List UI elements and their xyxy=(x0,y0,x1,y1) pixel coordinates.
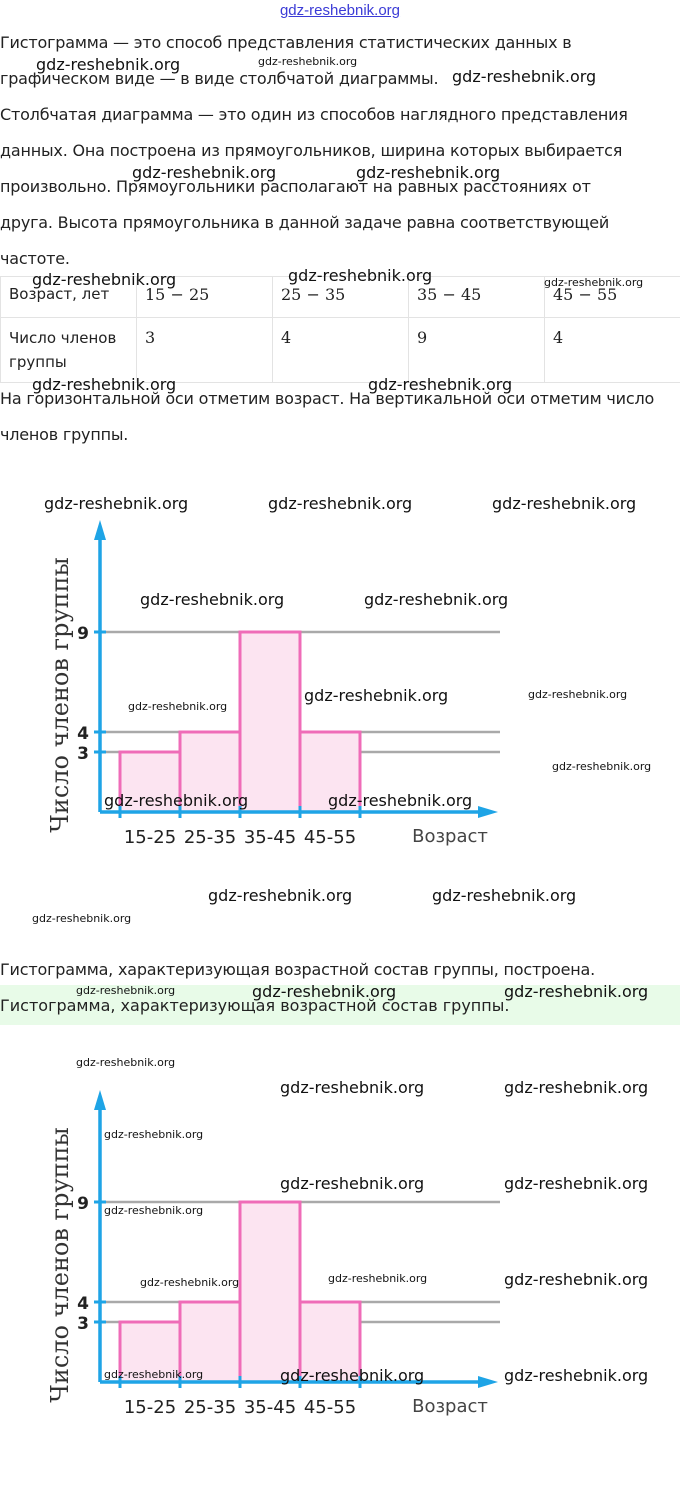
x-tick-label: 25-35 xyxy=(183,827,237,848)
watermark: gdz-reshebnik.org xyxy=(36,55,181,74)
intro-line-5: произвольно. Прямоугольники располагают на равных расстояниях от xyxy=(0,177,591,196)
watermark: gdz-reshebnik.org xyxy=(328,1272,428,1285)
table-cell: 3 xyxy=(137,318,273,383)
x-axis-arrow xyxy=(478,806,498,818)
watermark: gdz-reshebnik.org xyxy=(104,791,249,810)
table-row-label: Возраст, лет xyxy=(1,277,137,318)
intro-line-3: Столбчатая диаграмма — это один из способов наглядного представления xyxy=(0,105,628,124)
watermark: gdz-reshebnik.org xyxy=(140,590,285,609)
y-tick-label: 9 xyxy=(77,1194,89,1214)
watermark: gdz-reshebnik.org xyxy=(552,760,652,773)
x-tick-label: 35-45 xyxy=(243,827,297,848)
watermark: gdz-reshebnik.org xyxy=(492,494,637,513)
watermark: gdz-reshebnik.org xyxy=(304,686,449,705)
watermark: gdz-reshebnik.org xyxy=(528,688,628,701)
watermark: gdz-reshebnik.org xyxy=(32,270,177,289)
watermark: gdz-reshebnik.org xyxy=(504,1366,649,1385)
watermark: gdz-reshebnik.org xyxy=(432,886,577,905)
x-tick-label: 35-45 xyxy=(243,1397,297,1418)
table-cell: 4 xyxy=(273,318,409,383)
watermark: gdz-reshebnik.org xyxy=(280,1078,425,1097)
watermark: gdz-reshebnik.org xyxy=(252,982,397,1001)
watermark: gdz-reshebnik.org xyxy=(44,494,189,513)
intro-line-1: Гистограмма — это способ представления статистических данных в xyxy=(0,33,572,52)
table-cell: 15 − 25 xyxy=(137,277,273,318)
y-axis-arrow xyxy=(94,520,106,540)
y-tick-label: 3 xyxy=(77,1314,89,1334)
watermark: gdz-reshebnik.org xyxy=(128,700,228,713)
watermark: gdz-reshebnik.org xyxy=(76,984,176,997)
watermark: gdz-reshebnik.org xyxy=(504,1270,649,1289)
watermark: gdz-reshebnik.org xyxy=(504,982,649,1001)
answer-text: Гистограмма, характеризующая возрастной состав группы. xyxy=(0,996,510,1015)
watermark: gdz-reshebnik.org xyxy=(364,590,509,609)
watermark: gdz-reshebnik.org xyxy=(208,886,353,905)
watermark: gdz-reshebnik.org xyxy=(544,276,644,289)
watermark: gdz-reshebnik.org xyxy=(504,1078,649,1097)
watermark: gdz-reshebnik.org xyxy=(268,494,413,513)
x-tick-label: 45-55 xyxy=(303,1397,357,1418)
table-row-label: Число членов группы xyxy=(1,318,137,383)
y-axis-label: Число членов группы xyxy=(46,1127,74,1403)
watermark: gdz-reshebnik.org xyxy=(504,1174,649,1193)
conclusion-line: Гистограмма, характеризующая возрастной состав группы, построена. xyxy=(0,960,596,979)
watermark: gdz-reshebnik.org xyxy=(32,375,177,394)
x-tick-label: 25-35 xyxy=(183,1397,237,1418)
watermark: gdz-reshebnik.org xyxy=(356,163,501,182)
y-axis-label: Число членов группы xyxy=(46,557,74,833)
table-cell: 25 − 35 xyxy=(273,277,409,318)
site-link[interactable]: gdz-reshebnik.org xyxy=(279,2,401,19)
y-tick-label: 4 xyxy=(77,1294,89,1314)
watermark: gdz-reshebnik.org xyxy=(280,1174,425,1193)
watermark: gdz-reshebnik.org xyxy=(288,266,433,285)
y-tick-label: 9 xyxy=(77,624,89,644)
table-row-count xyxy=(1,318,680,383)
table-cell: 9 xyxy=(409,318,545,383)
intro-line-7: частоте. xyxy=(0,249,70,268)
intro-line-6: друга. Высота прямоугольника в данной задаче равна соответствующей xyxy=(0,213,610,232)
y-tick-label: 4 xyxy=(77,724,89,744)
x-axis-label: Возраст xyxy=(412,1396,488,1417)
bar-35-45 xyxy=(240,632,300,812)
x-tick-label: 15-25 xyxy=(123,827,177,848)
watermark: gdz-reshebnik.org xyxy=(140,1276,240,1289)
x-tick-label: 45-55 xyxy=(303,827,357,848)
intro-line-2: графическом виде — в виде столбчатой диаграммы. xyxy=(0,69,439,88)
axis-line-2: членов группы. xyxy=(0,425,129,444)
frequency-table xyxy=(0,276,680,383)
y-axis-arrow xyxy=(94,1090,106,1110)
watermark: gdz-reshebnik.org xyxy=(32,912,132,925)
watermark: gdz-reshebnik.org xyxy=(104,1128,204,1141)
watermark: gdz-reshebnik.org xyxy=(104,1204,204,1217)
watermark: gdz-reshebnik.org xyxy=(452,67,597,86)
watermark: gdz-reshebnik.org xyxy=(328,791,473,810)
watermark: gdz-reshebnik.org xyxy=(76,1056,176,1069)
watermark: gdz-reshebnik.org xyxy=(368,375,513,394)
table-cell: 4 xyxy=(545,318,680,383)
axis-line-1: На горизонтальной оси отметим возраст. На вертикальной оси отметим число xyxy=(0,389,655,408)
table-cell: 45 − 55 xyxy=(545,277,680,318)
watermark: gdz-reshebnik.org xyxy=(280,1366,425,1385)
table-cell: 35 − 45 xyxy=(409,277,545,318)
x-axis-arrow xyxy=(478,1376,498,1388)
x-axis-label: Возраст xyxy=(412,826,488,847)
y-tick-label: 3 xyxy=(77,744,89,764)
watermark: gdz-reshebnik.org xyxy=(258,55,358,68)
bar-35-45 xyxy=(240,1202,300,1382)
watermark: gdz-reshebnik.org xyxy=(132,163,277,182)
watermark: gdz-reshebnik.org xyxy=(104,1368,204,1381)
x-tick-label: 15-25 xyxy=(123,1397,177,1418)
intro-line-4: данных. Она построена из прямоугольников, ширина которых выбирается xyxy=(0,141,623,160)
